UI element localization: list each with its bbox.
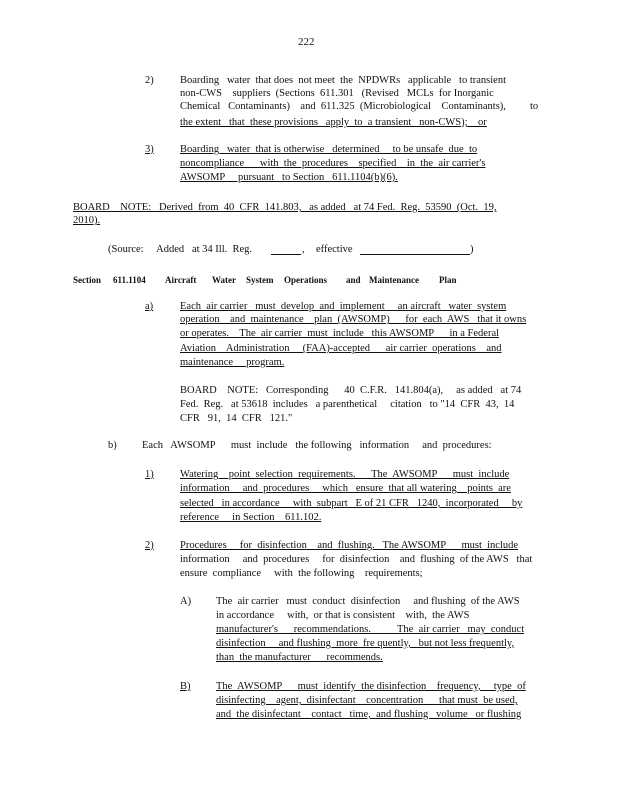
item-2-line-4: the extent that these provisions apply to a transient non-CWS); or	[180, 117, 487, 128]
section-word-3: System	[246, 275, 274, 285]
item-2-line-3: Chemical Contaminants) and 611.325 (Microbiological Contaminants),	[180, 101, 506, 112]
b1-line-2: information and procedures which ensure that all watering points are	[180, 483, 511, 494]
item-3-line-1: Boarding water that is otherwise determined to be unsafe due to	[180, 144, 478, 155]
para-a-line-4: Aviation Administration (FAA)-accepted air carrier operations and	[180, 343, 502, 354]
b2-label: 2)	[145, 540, 154, 551]
source-blank-effective	[360, 254, 470, 255]
source-effective: effective	[316, 244, 353, 255]
section-word-6: Maintenance	[369, 275, 419, 285]
b2a-line-5: than the manufacturer recommends.	[216, 652, 383, 663]
section-number: 611.1104	[113, 275, 146, 285]
section-word-2: Water	[212, 275, 236, 285]
para-a-line-3: or operates. The air carrier must include this AWSOMP in a Federal	[180, 328, 500, 339]
b2b-line-1: The AWSOMP must identify the disinfection frequency, type of	[216, 681, 526, 692]
b2a-line-1: The air carrier must conduct disinfection and flushing of the AWS	[216, 596, 520, 607]
b1-line-3: selected in accordance with subpart E of 21 CFR 1240, incorporated by	[180, 498, 523, 509]
section-label: Section	[73, 275, 101, 285]
item-2-line-2: non-CWS suppliers (Sections 611.301 (Revised MCLs for Inorganic	[180, 88, 494, 99]
para-a-line-1: Each air carrier must develop and implement an aircraft water system	[180, 301, 507, 312]
item-3-label: 3)	[145, 144, 154, 155]
b2b-label: B)	[180, 681, 191, 692]
b2-line-3: ensure compliance with the following requirements;	[180, 568, 423, 579]
source-blank-reg	[271, 254, 301, 255]
source-prefix: (Source: Added at 34 Ill. Reg.	[108, 244, 253, 255]
board-note-1-line-1: BOARD NOTE: Derived from 40 CFR 141.803, as added at 74 Fed. Reg. 53590 (Oct. 19,	[73, 202, 497, 213]
section-word-4: Operations	[284, 275, 328, 285]
section-word-7: Plan	[439, 275, 457, 285]
source-comma: ,	[302, 244, 305, 255]
section-word-5: and	[346, 275, 361, 285]
b1-line-1: Watering point selection requirements. The AWSOMP must include	[180, 469, 510, 480]
section-word-1: Aircraft	[165, 275, 197, 285]
item-2-trail: to	[530, 101, 539, 112]
para-a-line-2: operation and maintenance plan (AWSOMP) for each AWS that it owns	[180, 314, 527, 325]
b1-line-4: reference in Section 611.102.	[180, 512, 322, 523]
b2b-line-2: disinfecting agent, disinfectant concentration that must be used,	[216, 695, 518, 706]
item-2-line-1: Boarding water that does not meet the NPDWRs applicable to transient	[180, 75, 507, 86]
page-number: 222	[298, 36, 315, 48]
b2a-line-4: disinfection and flushing more fre quently, but not less frequently,	[216, 638, 515, 649]
item-3-line-2: noncompliance with the procedures specified in the air carrier's	[180, 158, 486, 169]
b2a-label: A)	[180, 596, 192, 607]
board-note-1-line-2: 2010).	[73, 215, 101, 226]
board-note-2-line-3: CFR 91, 14 CFR 121."	[180, 413, 293, 424]
b2a-line-2: in accordance with, or that is consistent with, the AWS	[216, 610, 470, 621]
source-close: )	[470, 244, 474, 255]
b2b-line-3: and the disinfectant contact time, and flushing volume or flushing	[216, 709, 522, 720]
b2-line-1: Procedures for disinfection and flushing. The AWSOMP must include	[180, 540, 519, 551]
para-a-label: a)	[145, 301, 154, 312]
item-2-label: 2)	[145, 75, 154, 86]
item-3-line-3: AWSOMP pursuant to Section 611.1104(b)(6).	[180, 172, 398, 183]
board-note-2-line-2: Fed. Reg. at 53618 includes a parenthetical citation to "14 CFR 43, 14	[180, 399, 515, 410]
b2-line-2: information and procedures for disinfection and flushing of the AWS that	[180, 554, 533, 565]
b2a-line-3: manufacturer's recommendations. The air carrier may conduct	[216, 624, 525, 635]
para-a-line-5: maintenance program.	[180, 357, 285, 368]
para-b-label: b)	[108, 440, 117, 451]
para-b-text: Each AWSOMP must include the following information and procedures:	[142, 440, 492, 451]
b1-label: 1)	[145, 469, 154, 480]
board-note-2-line-1: BOARD NOTE: Corresponding 40 C.F.R. 141.804(a), as added at 74	[180, 385, 522, 396]
